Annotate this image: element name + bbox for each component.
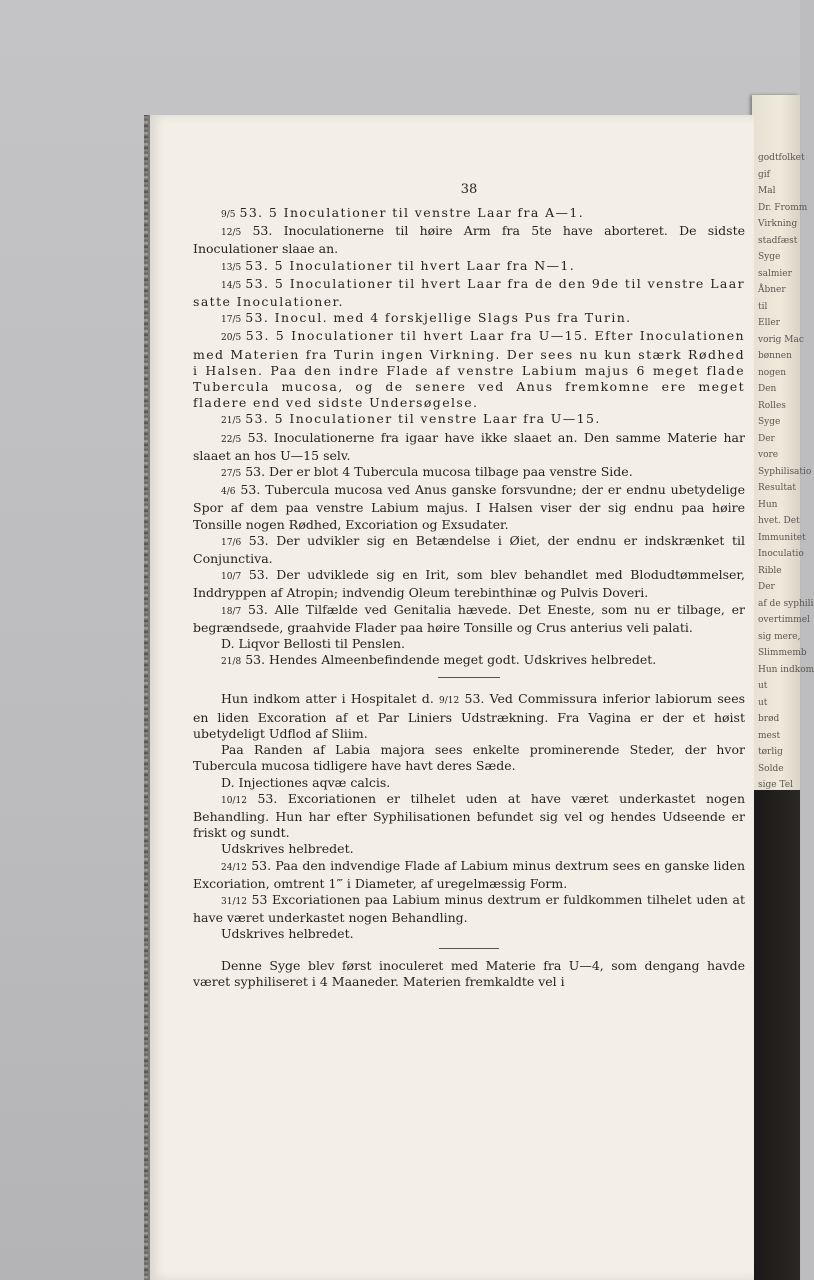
entry-text: D. Liqvor Bellosti til Penslen. — [221, 636, 405, 652]
entry-text: 53. Inoculationerne fra igaar have ikke slaaet an. Den samme Materie har slaaet an hos U—15 selv. — [193, 429, 745, 463]
date-fraction: 13/5 — [221, 262, 242, 273]
facing-fragment: ut — [758, 681, 768, 691]
entry-text: 53. Alle Tilfælde ved Genitalia hævede. Det Eneste, som nu er tilbage, er begrændsede, graahvide Flader paa høire Tonsille og Crus anterius veli palati. — [193, 601, 745, 635]
facing-fragment: Solde — [758, 763, 784, 774]
entry-0 — [193, 205, 745, 223]
date-fraction: 17/5 — [221, 315, 242, 326]
entry-4 — [193, 310, 745, 328]
facing-fragment: Inoculatio — [758, 549, 804, 559]
entry-text: 53. 5 Inoculationer til venstre Laar fra U—15. — [245, 411, 601, 427]
date-fraction: 10/12 — [221, 795, 247, 806]
facing-fragment: Rolles — [758, 400, 786, 411]
facing-fragment: sig mere, — [758, 631, 801, 642]
page-content — [193, 182, 745, 990]
facing-fragment: til — [758, 301, 768, 312]
entry-6 — [193, 411, 745, 429]
entry-text: 53. Excoriationen er tilhelet uden at have været underkastet nogen Behandling. Hun har efter Syphilisationen befundet sig vel og hendes Udseende er friskt og sundt. — [193, 790, 745, 841]
closing-paragraph: Denne Syge blev først inoculeret med Materie fra U—4, som dengang havde været syphiliseret i 4 Maaneder. Materien fremkaldte vel i — [193, 957, 745, 989]
readmission-intro-text: Hun indkom atter i Hospitalet d. — [221, 691, 434, 707]
date-fraction: 18/7 — [221, 606, 242, 617]
facing-fragment: nogen — [758, 367, 787, 378]
facing-fragment: ut — [758, 697, 768, 708]
facing-fragment: vore — [758, 450, 779, 460]
entry-text: 53. 5 Inoculationer til hvert Laar fra de den 9de til venstre Laar satte Inoculationer. — [193, 275, 745, 310]
facing-fragment: Den — [758, 384, 777, 394]
entry-text: 53. Inoculationerne til høire Arm fra 5te have aborteret. De sidste Inoculationer slaae an. — [193, 223, 745, 257]
entry-text: 53. Der er blot 4 Tubercula mucosa tilbage paa venstre Side. — [245, 464, 633, 480]
readmission-note-6 — [193, 926, 745, 942]
entry-11 — [193, 567, 745, 601]
entry-text: 53. 5 Inoculationer til hvert Laar fra N—1. — [245, 257, 576, 273]
facing-fragment: Syge — [758, 417, 781, 427]
facing-fragment: salmier — [758, 268, 792, 279]
section-divider — [438, 677, 500, 678]
facing-fragment: Syphilisatio — [758, 466, 812, 477]
facing-fragment: godtfolket — [758, 153, 805, 163]
readmission-note-2 — [193, 791, 745, 842]
entry-text: 53 Excoriationen paa Labium minus dextrum er fuldkommen tilhelet uden at have været underkastet nogen Behandling. — [193, 891, 745, 926]
date-fraction: 17/6 — [221, 537, 242, 548]
readmission-note-0 — [193, 742, 745, 774]
entry-text: 53. Tubercula mucosa ved Anus ganske forsvundne; der er endnu ubetydelige Spor af dem paa venstre Labium majus. I Halsen viser der sig endnu paa høire Tonsille nogen Rødhed, Excoriation og Exsudater. — [193, 482, 746, 532]
date-fraction: 21/5 — [221, 416, 242, 427]
entry-text: D. Injectiones aqvæ calcis. — [221, 774, 391, 790]
facing-fragment: vorig Mac — [758, 334, 804, 345]
entry-9 — [193, 482, 745, 533]
date-fraction: 24/12 — [221, 862, 247, 873]
facing-fragment: Åbner — [758, 285, 786, 295]
readmission-note-5 — [193, 892, 745, 926]
facing-fragment: Syge — [758, 252, 781, 262]
date-fraction: 12/5 — [221, 228, 242, 239]
entry-text: Udskrives helbredet. — [221, 926, 354, 942]
facing-fragment: Eller — [758, 318, 780, 328]
date-fraction: 20/5 — [221, 333, 242, 344]
facing-fragment: af de syphili — [758, 598, 814, 609]
facing-fragment: Mal — [758, 186, 776, 196]
date-fraction: 14/5 — [221, 280, 242, 291]
entry-text: 53. 5 Inoculationer til venstre Laar fra A—1. — [239, 205, 585, 220]
date-fraction: 4/6 — [221, 487, 236, 498]
facing-fragment: sige Tel — [758, 780, 793, 790]
facing-fragment: brød — [758, 714, 780, 724]
entry-3 — [193, 276, 745, 310]
facing-fragment: Immunitet — [758, 532, 806, 543]
facing-page-text — [758, 150, 814, 790]
readmission-note-1 — [193, 775, 745, 791]
facing-fragment: Hun indkom — [758, 664, 814, 675]
entry-text: 53. Der udvikler sig en Betændelse i Øiet, der endnu er indskrænket til Conjunctiva. — [193, 532, 745, 567]
entry-text: 53. Hendes Almeenbefindende meget godt. Udskrives helbredet. — [245, 652, 657, 668]
entry-5 — [193, 328, 745, 411]
date-fraction: 10/7 — [221, 572, 242, 583]
closing-divider — [439, 948, 499, 949]
entry-text: 53. Paa den indvendige Flade af Labium minus dextrum sees en ganske liden Excoriation, omtrent 1‴ i Diameter, af uregelmæssig Form. — [193, 857, 745, 891]
date-fraction: 27/5 — [221, 469, 242, 480]
readmission-note-4 — [193, 858, 745, 892]
readmission-date: 9/12 — [439, 696, 460, 707]
date-fraction: 22/5 — [221, 434, 242, 445]
entry-text: 53. Inocul. med 4 forskjellige Slags Pus fra Turin. — [245, 310, 632, 326]
facing-fragment: Rible — [758, 565, 782, 576]
facing-fragment: mest — [758, 730, 781, 741]
facing-fragment: Virkning — [758, 219, 798, 229]
facing-fragment: stadfæst — [758, 235, 798, 246]
facing-fragment: hvet. Det — [758, 516, 800, 526]
readmission-intro — [193, 691, 745, 742]
readmission-note-3 — [193, 841, 745, 857]
facing-fragment: Resultat — [758, 483, 796, 493]
dark-book-edge — [752, 790, 800, 1280]
readmission-notes — [193, 742, 745, 942]
facing-fragment: Der — [758, 582, 775, 592]
case-entries — [193, 205, 745, 670]
entry-text: Paa Randen af Labia majora sees enkelte prominerende Steder, der hvor Tubercula mucosa tidligere have havt deres Sæde. — [193, 742, 745, 774]
entry-14 — [193, 652, 745, 670]
date-fraction: 21/8 — [221, 657, 242, 668]
facing-fragment: Hun — [758, 499, 778, 510]
date-fraction: 31/12 — [221, 896, 247, 907]
entry-10 — [193, 533, 745, 567]
facing-fragment: Dr. Fromm — [758, 202, 808, 213]
facing-fragment: tørlig — [758, 747, 783, 757]
entry-2 — [193, 258, 745, 276]
date-fraction: 9/5 — [221, 210, 236, 220]
facing-fragment: Der — [758, 433, 775, 444]
entry-text: Udskrives helbredet. — [221, 841, 354, 857]
entry-8 — [193, 464, 745, 482]
entry-7 — [193, 430, 745, 464]
facing-fragment: bønnen — [758, 351, 792, 361]
facing-fragment: overtimmel — [758, 615, 810, 625]
entry-text: 53. Der udviklede sig en Irit, som blev behandlet med Blodudtømmelser, Inddryppen af Atropin; indvendig Oleum terebinthinæ og Pulvis Doveri. — [193, 567, 746, 601]
facing-fragment: Slimmemb — [758, 648, 807, 658]
readmission-intro-rest: 53. Ved Commissura inferior labiorum sees en liden Excoration af et Par Liniers Udstrækning. Fra Vagina er der et høist ubetydeligt Udflod af Sliim. — [193, 691, 746, 741]
facing-fragment: gif — [758, 169, 770, 180]
page-number: 38 — [460, 182, 478, 197]
entry-text: 53. 5 Inoculationer til hvert Laar fra U—15. Efter Inoculationen med Materien fra Turin ingen Virkning. Der sees nu kun stærk Rødhed i Halsen. Paa den indre Flade af venstre Labium majus 6 meget flade Tubercula mucosa, og de senere ved Anus fremkomne ere meget fladere end ved sidste Undersøgelse. — [193, 328, 745, 411]
entry-1 — [193, 223, 745, 257]
entry-13 — [193, 636, 745, 652]
entry-12 — [193, 602, 745, 636]
